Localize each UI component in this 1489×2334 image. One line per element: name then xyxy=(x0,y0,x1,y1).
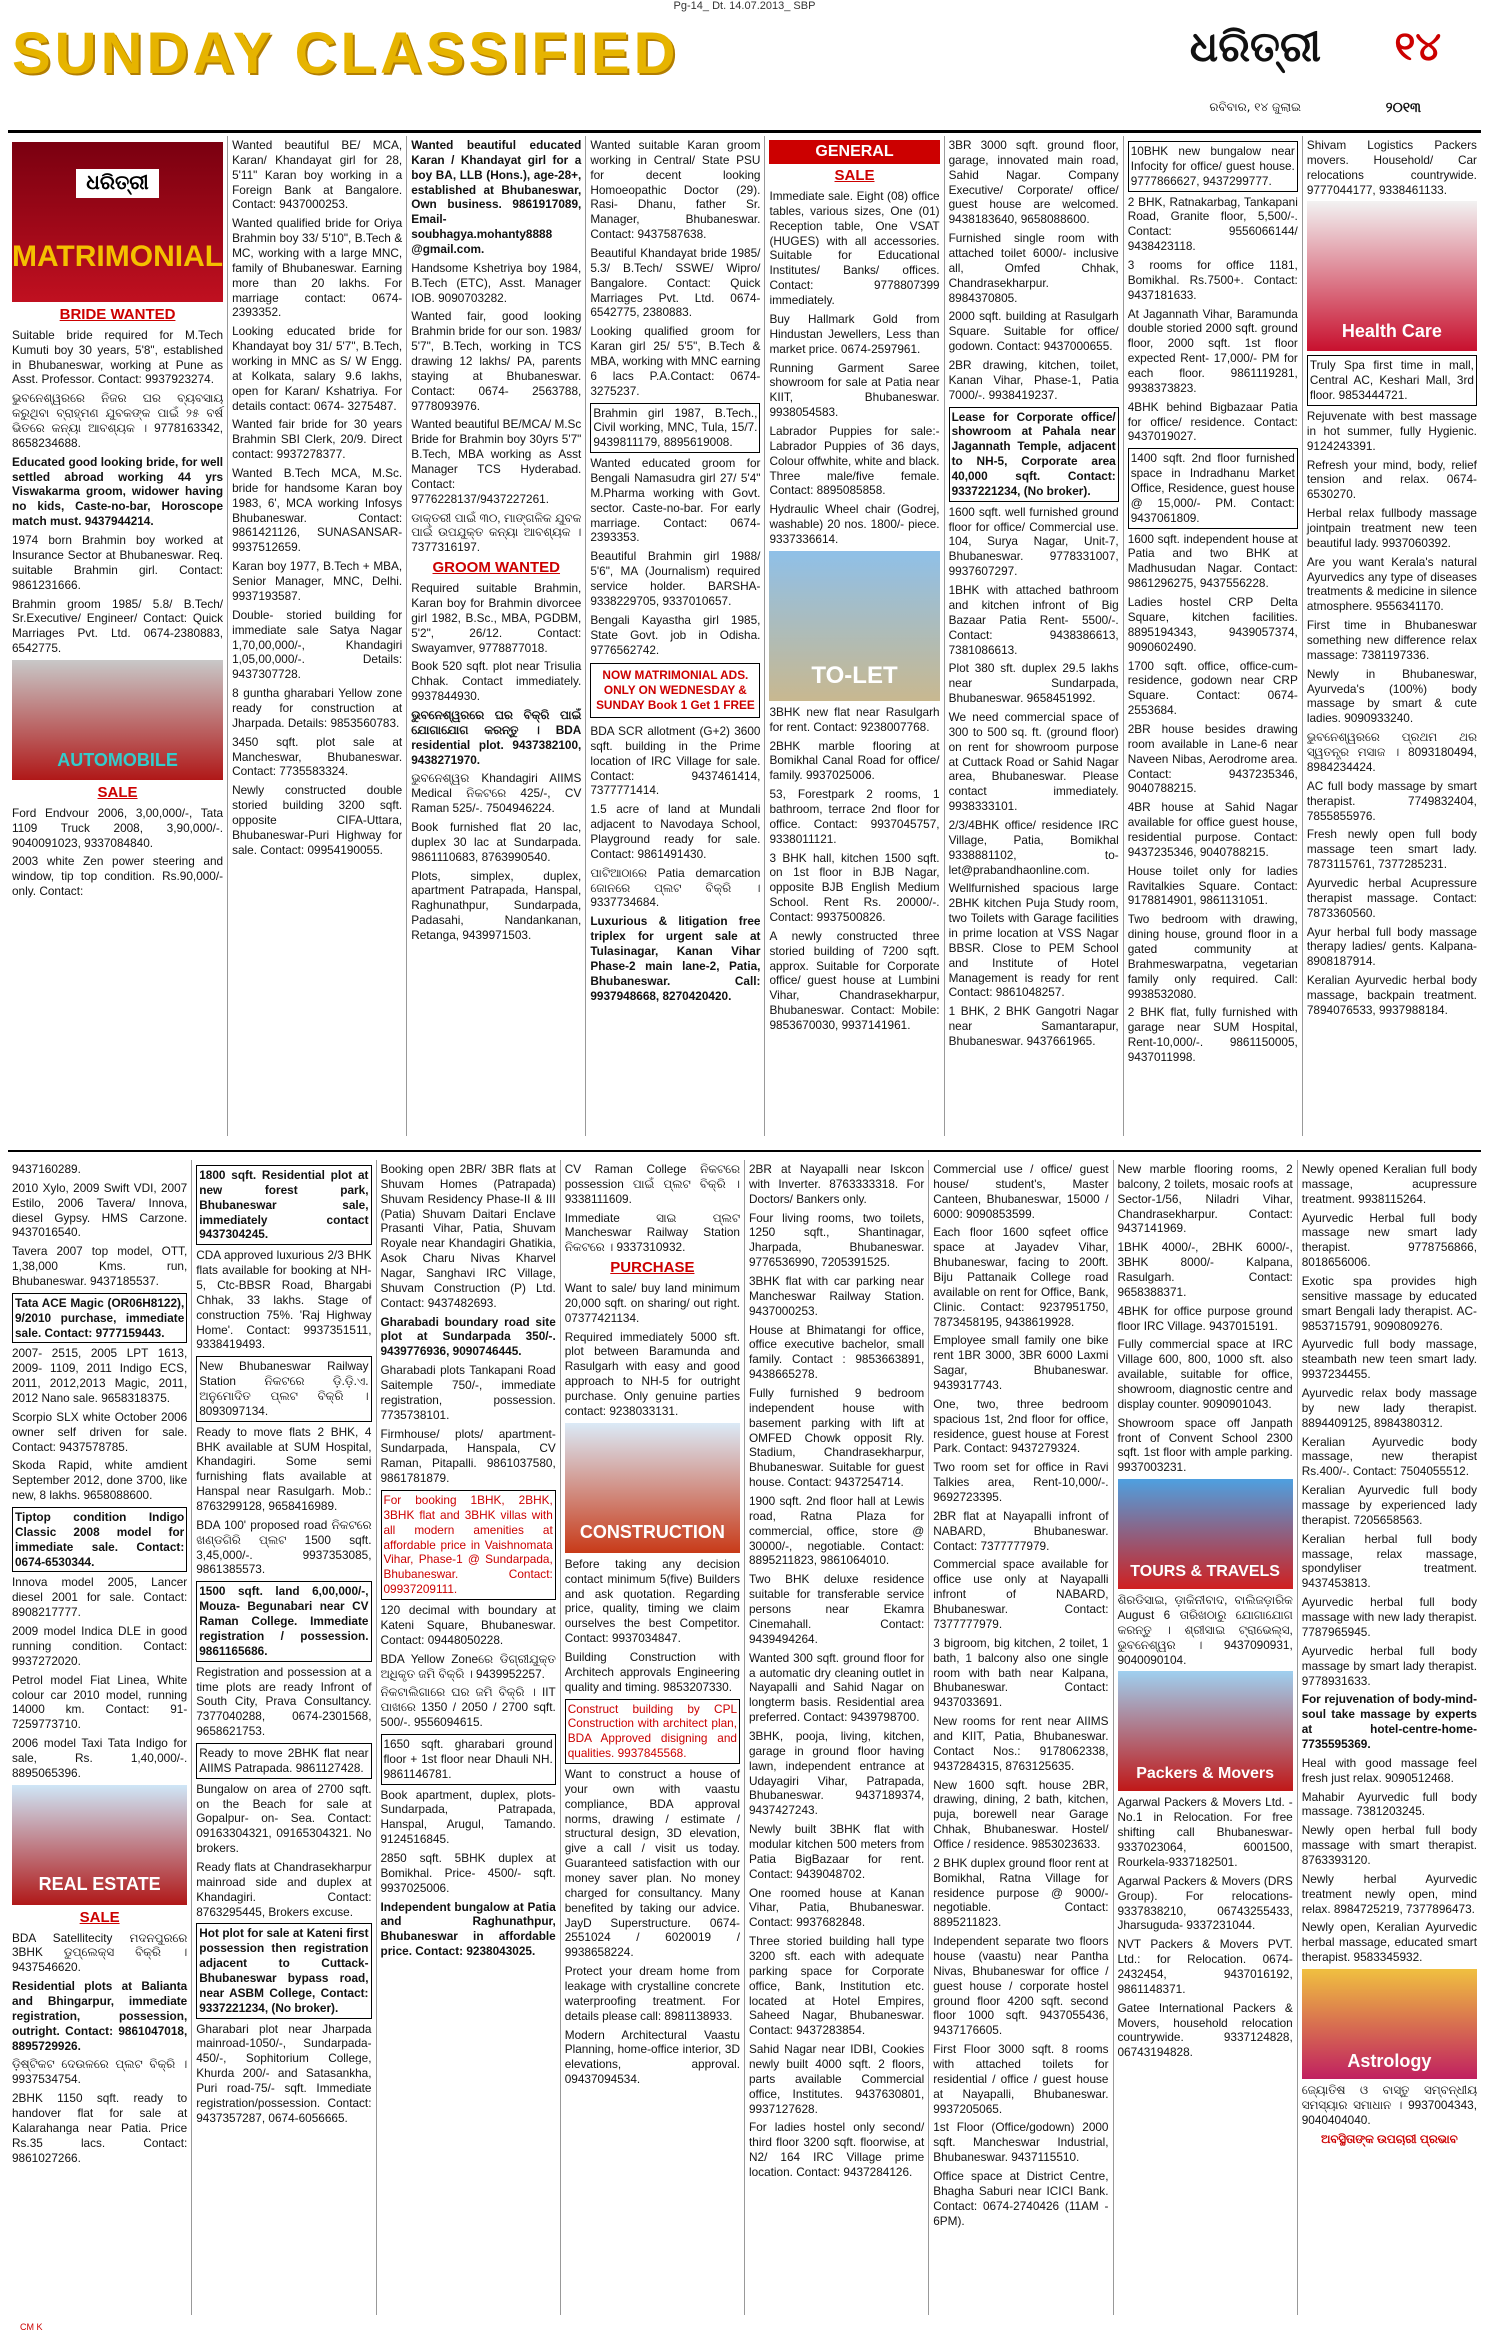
column-5 xyxy=(765,136,944,1136)
classified-ad: Newly constructed double storied building 3200 sqft. opposite CIFA-Uttara, Bhubaneswar-Puri Highway for sale. Contact: 09954190055. xyxy=(232,783,403,857)
classified-ad: Buy Hallmark Gold from Hindustan Jewellers, Less than market price. 0674-2597961. xyxy=(769,311,940,356)
column-b6 xyxy=(929,1160,1113,2315)
classified-ad: Newly open herbal full body massage with smart therapist. 8763393120. xyxy=(1301,1823,1477,1867)
classified-ad: 1974 born Brahmin boy worked at Insurance Sector at Bhubaneswar. Req. suitable Brahmin girl. Contact: 9861231666. xyxy=(12,533,224,592)
tours-travels-image xyxy=(1118,1479,1293,1589)
classified-ad: 3 rooms for office 1181, Bomikhal. Rs.7500+. Contact: 9437181633. xyxy=(1127,258,1298,302)
tolet-title: TO-LET xyxy=(811,661,898,689)
classified-ad: Ayurvedic full body massage, steambath new teen smart lady. 9937234455. xyxy=(1301,1337,1477,1382)
divider xyxy=(8,130,1481,133)
construction-image xyxy=(565,1423,740,1553)
classified-ad: Residential plots at Balianta and Bhingarpur, immediate registration, possession, outright. Contact: 9861047018, 8895729926. xyxy=(12,1979,188,2053)
classified-ad: Are you want Kerala's natural Ayurvedics any type of diseases treatments & medicine in silence atmosphere. 9556341170. xyxy=(1306,554,1477,614)
classified-ad: 2BHK marble flooring at Bomikhal Canal Road for office/ family. 9937025006. xyxy=(769,738,940,783)
classified-ad: We need commercial space of 300 to 500 sq. ft. (ground floor) on rent for showroom purpose at Cuttack Road or Sahid Nagar area, Bhubaneswar. Please contact immediately. 9938333101. xyxy=(948,709,1119,814)
classified-ad: ଭୁବନେଶ୍ୱର Khandagiri AIIMS Medical ନିକଟରେ 425/-, CV Raman 525/-. 7504946224. xyxy=(411,771,582,816)
classified-ad: Shivam Logistics Packers movers. Household/ Car relocations countrywide. 9777044177, 9338461133. xyxy=(1306,138,1477,197)
classified-ad: Refresh your mind, body, relief tension and relax. 0674-6530270. xyxy=(1306,457,1477,502)
classified-ad: BDA 100' proposed road ନିକଟରେ ଖଣ୍ଡଗିରି ପ୍ଲଟ 1500 sqft. 3,45,000/-. 9937353085, 9861385573. xyxy=(196,1517,372,1577)
classified-ad: Ready to move flats 2 BHK, 4 BHK available at SUM Hospital, Khandagiri. Some semi furnishing flats available at Hanspal near Rasulgarh. Mob.: 8763299128, 9658416989. xyxy=(196,1424,372,1514)
classified-ad: Brahmin girl 1987, B.Tech., Civil working, MNC, Tula, 15/7. 9439811179, 8895619008. xyxy=(590,403,760,454)
classified-ad: 1500 sqft. land 6,00,000/-, Mouza- Begunabari near CV Raman College. Immediate registration / possession. 9861165686. xyxy=(196,1581,371,1661)
classified-ad: Showroom space off Janpath front of Convent School 2300 sqft. 1st floor with ample parking. 9937003231. xyxy=(1117,1415,1293,1475)
classified-ad: Bungalow on area of 2700 sqft. on the Beach for sale at Gopalpur- on- Sea. Contact: 09163304321, 09165304321. No brokers. xyxy=(196,1781,372,1856)
sale-heading-2: SALE xyxy=(79,1908,120,1926)
classified-ad: Tiptop condition Indigo Classic 2008 model for immediate sale. Contact: 0674-6530344. xyxy=(12,1507,187,1572)
column-b3 xyxy=(377,1160,561,2315)
classified-ad: 2BR house besides drawing room available in Lane-6 near Naveen Nibas, Aerodrome area. Contact: 9437235346, 9040788215. xyxy=(1127,721,1298,796)
classified-ad: Booking open 2BR/ 3BR flats at Shuvam Homes (Patrapada) Shuvam Residency Phase-II & III (Patia) Shuvam Daitari Enclave Prasanti Vihar, Patia, Shuvam Royale near Khandagiri Ghatikia, Asok Charu Nivas Kharvel Nagar, Sanghavi IRC Village, Shuvam Construction (P) Ltd. Contact: 9437482693. xyxy=(380,1162,556,1310)
real-estate-title: REAL ESTATE xyxy=(38,1874,161,1895)
classified-ad: One roomed house at Kanan Vihar, Patia, Bhubaneswar. Contact: 9937682848. xyxy=(749,1885,925,1930)
classified-ad: 2/3/4BHK office/ residence IRC Village, Patia, Bomikhal 9338881102, to-let@prabandhaonline.com. xyxy=(948,817,1119,877)
classified-ad: Hydraulic Wheel chair (Godrej, washable) 20 nos. 1800/- piece. 9337336614. xyxy=(769,502,940,546)
classified-ad: Beautiful Brahmin girl 1988/ 5'6", MA (Journalism) required service holder. BARSHA- 9338229705, 9337010657. xyxy=(590,549,761,608)
classified-ad: House at Bhimatangi for office, office executive bachelor, small family. Contact : 9853663891, 9438665278. xyxy=(749,1322,925,1382)
classified-ad: Ayurvedic herbal Acupressure therapist massage. Contact: 7873360560. xyxy=(1306,875,1477,920)
classified-ad: Keralian Ayurvedic body massage, new therapist Rs.400/-. Contact: 7504055512. xyxy=(1301,1434,1477,1479)
classified-ad: Keralian Ayurvedic full body massage by experienced lady therapist. 7205658563. xyxy=(1301,1483,1477,1527)
classified-ad: 3BHK new flat near Rasulgarh for rent. Contact: 9238007768. xyxy=(769,704,940,734)
classified-ad: 9437160289. xyxy=(12,1162,81,1176)
classified-ad: Wanted B.Tech MCA, M.Sc. bride for handsome Karan boy 1983, 6', MCA working Infosys Bhubaneswar. Contact: 9861421126, SUNASANSAR-9937512659. xyxy=(232,466,403,555)
classified-ad: Wanted qualified bride for Oriya Brahmin boy 33/ 5'10", B.Tech & MC, working with a large MNC, family of Bhubaneswar. Earning more than 20 lakhs. For marriage contact: 0674-2393352. xyxy=(232,216,403,320)
classified-ad: Skoda Rapid, white amdient September 2012, done 3700, like new, 8 lakhs. 9658088600. xyxy=(12,1458,188,1503)
column-4 xyxy=(586,136,765,1136)
classified-ad: Agarwal Packers & Movers Ltd. - No.1 in Relocation. For free shifting call Bhubaneswar- 9337023064, 6001500, Rourkela-9337182501. xyxy=(1117,1795,1293,1869)
classified-ad: 2 BHK duplex ground floor rent at Bomikhal, Ratna Village for residence purpose @ 9000/- negotiable. Contact: 8895211823. xyxy=(933,1855,1109,1930)
classified-ad: Lease for Corporate office/ showroom at Pahala near Jagannath Temple, adjacent to NH-5, Corporate area 40,000 sqft. Contact: 9337221234, (No broker). xyxy=(949,407,1119,502)
classified-ad: 1BHK 4000/-, 2BHK 6000/-, 3BHK 8000/- Kalpana, Rasulgarh. Contact: 9658388371. xyxy=(1117,1240,1293,1299)
classified-ad: Herbal relax fullbody massage jointpain treatment new teen beautiful lady. 9937060392. xyxy=(1306,506,1477,550)
classified-ad: 4BHK for office purpose ground floor IRC Village. 9437015191. xyxy=(1117,1303,1293,1333)
classified-ad: Beautiful Khandayat bride 1985/ 5.3/ B.Tech/ SSWE/ Wipro/ Bangalore. Contact: Quick Marriages Pvt. Ltd. 0674-6542775, 2380883. xyxy=(590,246,761,320)
classified-ad: Plots, simplex, duplex, apartment Patrapada, Hanspal, Raghunathpur, Sundarpada, Padasahi, Nandankanan, Retanga, 9439971503. xyxy=(411,868,582,942)
astrology-title: Astrology xyxy=(1347,2051,1432,2072)
classified-ad: Immediate sale. Eight (08) office tables, various sizes, One (01) Reception table, One VSAT (HUGES) with all accessories. Suitable for Educational Institutes/ Banks/ offices. Contact: 9778807399 immediately. xyxy=(769,189,940,308)
classified-ad: Mahabir Ayurvedic full body massage. 7381203245. xyxy=(1301,1789,1477,1819)
classified-ad: New marble flooring rooms, 2 balcony, 2 toilets, mosaic roofs at Sector-1/56, Niladri Vihar, Chandrasekharpur. Contact: 9437141969. xyxy=(1117,1162,1293,1236)
classified-ad: Truly Spa first time in mall, Central AC, Keshari Mall, 3rd floor. 9853444721. xyxy=(1307,355,1477,406)
classified-ad: Employee small family one bike rent 1BR 3000, 3BR 6000 Laxmi Sagar, Bhubaneswar. 9439317743. xyxy=(933,1333,1109,1393)
classified-ad: First Floor 3000 sqft. 8 rooms with attached toilets for residential / office / guest house at Nayapalli, Bhubaneswar. 9937205065. xyxy=(933,2042,1109,2116)
classified-ad: Wanted beautiful educated Karan / Khandayat girl for a boy BA, LLB (Hons.), age-28+, established at Bhubaneswar, Own business. 9861917089, Email-soubhagya.mohanty8888 @gmail.com. xyxy=(411,138,582,257)
classified-ad: Newly in Bhubaneswar, Ayurveda's (100%) body massage by smart & cute ladies. 9090933240. xyxy=(1306,666,1477,726)
classified-ad: Office space at District Centre, Bhagha Saburi near ICICI Bank. Contact: 0674-2740426 (11AM - 6PM). xyxy=(933,2169,1109,2228)
column-b4 xyxy=(561,1160,745,2315)
classified-ad: Registration and possession at a time plots are ready Infront of South City, Prava Consultancy. 7377040288, 0674-2301568, 9658621753. xyxy=(196,1664,372,1739)
classified-ad: Suitable bride required for M.Tech Kumuti boy 30 years, 5'8", established in Bhubaneswar, working at Pune as Asst. Professor. Contact: 9937923274. xyxy=(12,327,224,387)
classified-ad: Ready to move 2BHK flat near AIIMS Patrapada. 9861127428. xyxy=(196,1743,371,1779)
masthead xyxy=(8,14,1481,124)
classified-ad: Building Construction with Architech approvals Engineering quality and timing. 9853207330. xyxy=(564,1649,740,1694)
classified-ad: 1600 sqft. well furnished ground floor for office/ Commercial use. 104, Surya Nagar, Unit-7, Bhubaneswar. 9778331007, 9937607297. xyxy=(948,504,1119,579)
classified-ad: For ladies hostel only second/ third floor 3200 sqft. floorwise, at N2/ 164 IRC Village prime location. Contact: 9437284126. xyxy=(749,2120,925,2179)
classified-ad: Before taking any decision contact minimum 5(five) Builders and ask quotation. Regarding price, quality, timing we claim ourselves the best Competitor. Contact: 9937034847. xyxy=(564,1556,740,1646)
classified-ad: Newly opened Keralian full body massage, acupressure treatment. 9938115264. xyxy=(1301,1162,1477,1206)
classified-ad: At Jagannath Vihar, Baramunda double storied 2000 sqft. ground floor, 2000 sqft. 1st floor expected Rent- 17,000/- PM for each floor. 9861119281, 9938373823. xyxy=(1127,306,1298,395)
matrimonial-image xyxy=(12,142,223,302)
classified-ad: 4BHK behind Bigbazaar Patia for office/ residence. Contact: 9437019027. xyxy=(1127,399,1298,444)
classified-ad: Firmhouse/ plots/ apartment-Sundarpada, Hanspala, CV Raman, Pitapalli. 9861037580, 9861781879. xyxy=(380,1426,556,1486)
classified-ad: Ford Endvour 2006, 3,00,000/-, Tata 1109 Truck 2008, 3,90,000/-. 9040091023, 9337084840. xyxy=(12,805,224,850)
automobile-image xyxy=(12,660,223,780)
classified-ad: 3 BHK hall, kitchen 1500 sqft. on 1st floor in BJB Nagar, opposite BJB English Medium School. Rent Rs. 20000/-. Contact: 9937500826. xyxy=(769,850,940,924)
classified-ad: ଭୁବନେଶ୍ୱରରେ ପ୍ରଥମ ଥର ସ୍ୱତନ୍ତ୍ର ମସାଜ । 8093180494, 8984234424. xyxy=(1306,730,1477,774)
classified-ad: 2BR flat at Nayapalli infront of NABARD, Bhubaneswar. Contact: 7377777979. xyxy=(933,1508,1109,1553)
classified-ad: For booking 1BHK, 2BHK, 3BHK flat and 3BHK villas with all modern amenities at affordable price in Vaishnomata Vihar, Phase-1 @ Sundarpada, Bhubaneswar. Contact: 09937209111. xyxy=(381,1490,556,1600)
classified-ad: 2BR drawing, kitchen, toilet, Kanan Vihar, Phase-1, Patia 7000/-. 9938419237. xyxy=(948,358,1119,402)
classified-ad: Fresh newly open full body massage teen smart lady. 7873115761, 7377285231. xyxy=(1306,827,1477,872)
classified-ad: Tata ACE Magic (OR06H8122), 9/2010 purchase, immediate sale. Contact: 9777159443. xyxy=(12,1293,187,1344)
classified-ad: Independent separate two floors house (vaastu) near Pantha Nivas, Bhubaneswar for office / guest house / corporate hostel ground floor 4200 sqft. second floor 1000 sqft. 9437055436, 9437176605. xyxy=(933,1934,1109,2038)
health-care-image xyxy=(1307,201,1477,351)
classified-ad: First time in Bhubaneswar something new difference relax massage: 7381197336. xyxy=(1306,618,1477,662)
general-sale-heading: SALE xyxy=(834,167,875,185)
classified-ad: Looking qualified groom for Karan girl 25/ 5'5", B.Tech & MBA, working with MNC earning 6 lacs P.A.Contact: 0674- 3275237. xyxy=(590,324,761,398)
classified-ad: CV Raman College ନିକଟରେ possession ପାଇଁ ପ୍ଲଟ ବିକ୍ରି । 9338111609. xyxy=(564,1162,740,1206)
classified-ad: House toilet only for ladies Ravitalkies Square. Contact: 9178814901, 9861131051. xyxy=(1127,863,1298,908)
classified-ad: 2007- 2515, 2005 LPT 1613, 2009- 1109, 2011 Indigo ECS, 2011, 2012,2013 Magic, 2011, 2012 Nano sale. 9658318375. xyxy=(12,1346,188,1406)
classified-ad: Protect your dream home from leakage with crystalline concrete waterproofing treatment. For details please call: 8981138933. xyxy=(564,1964,740,2023)
classified-ad: 2003 white Zen power steering and window, tip top condition. Rs.90,000/- only. Contact: xyxy=(12,854,224,899)
classified-ad: Three storied building hall type 3200 sft. each with adequate parking space for Corporate office, Bank, Institution etc. located at Hotel Empires, Saheed Nagar, Bhubaneswar. Contact: 9437283854. xyxy=(749,1934,925,2038)
classified-ad: Scorpio SLX white October 2006 owner self driven for sale. Contact: 9437578785. xyxy=(12,1409,188,1454)
construction-title: CONSTRUCTION xyxy=(579,1522,725,1543)
classified-ad: ଶିରଡିସାଇ, ଡ଼ାକିନୀବାଦ, ବାଲିଜଡ଼ାରିକ August 6 ତାରିଖଠାରୁ ଯୋଗାଯୋଗ କରନ୍ତୁ । ଶ୍ରୀସାଇ ଟ୍ରାଭେଲ୍ସ, ଭୁବନେଶ୍ୱର । 9437090931, 9040090104. xyxy=(1117,1593,1293,1667)
classified-ad: 1BHK with attached bathroom and kitchen infront of Big Bazaar Patia Rent- 5500/-. Contact: 9438386613, 7381086613. xyxy=(948,583,1119,657)
classified-ad: Heal with good massage feel fresh just relax. 9090512468. xyxy=(1301,1755,1477,1785)
classified-ad: Wellfurnished spacious large 2BHK kitchen Puja Study room, two Toilets with Garage facilities in prime location at VSS Nagar BBSR. Close to PEM School and Institute of Hotel Management is ready for rent Contact: 9861048257. xyxy=(948,881,1119,1000)
classified-ad: Book apartment, duplex, plots-Sundarpada, Patrapada, Hanspal, Arugul, Tamando. 9124516845. xyxy=(380,1787,556,1847)
classified-ad: Karan boy 1977, B.Tech + MBA, Senior Manager, MNC, Delhi. 9937193587. xyxy=(232,559,403,603)
classified-ad: ଜ୍ୟୋତିଷ ଓ ବାସ୍ତୁ ସମ୍ବନ୍ଧୀୟ ସମସ୍ୟାର ସମାଧାନ । 9937004343, 9040404040. xyxy=(1301,2082,1477,2127)
classified-ad: 1650 sqft. gharabari ground floor + 1st floor near Dhauli NH. 9861146781. xyxy=(381,1734,556,1785)
classified-ad: Immediate ସାଇ ପ୍ଲଟ Mancheswar Railway Station ନିକଟରେ । 9337310932. xyxy=(564,1210,740,1255)
classified-ad: Four living rooms, two toilets, 1250 sqft., Shantinagar, Jharpada, Bhubaneswar. 9776536990, 7205391525. xyxy=(749,1210,925,1270)
classified-ad: Each floor 1600 sqfeet office space at Jayadev Vihar, Bhubaneswar, facing to 200ft. Biju Pattanaik College road available on rent for Office, Bank, Clinic. Contact: 9237951750, 7873458195, 9438619928. xyxy=(933,1225,1109,1329)
classified-ad: 1600 sqft. independent house at Patia and two BHK at Madhusudan Nagar. Contact: 9861296275, 9437556228. xyxy=(1127,531,1298,591)
classified-ad: 53, Forestpark 2 rooms, 1 bathroom, terrace 2nd floor for office. Contact: 9937045757, 9338011121. xyxy=(769,787,940,846)
classified-ad: BDA Satellitecity ମଦନପୁରରେ 3BHK ଡୁପ୍ଲେକ୍ସ ବିକ୍ରି । 9437546620. xyxy=(12,1930,188,1975)
packers-movers-title: Packers & Movers xyxy=(1136,1764,1275,1782)
issue-year: ୨୦୧୩ xyxy=(1385,100,1421,116)
classified-ad: Modern Architectural Vaastu Planning, home-office interior, 3D elevations, approval. 09437094534. xyxy=(564,2027,740,2087)
classified-ad: ଡ଼ିଷ୍ଟିକଟ ଦେଉଳରେ ପ୍ଲଟ ବିକ୍ରି । 9937534754. xyxy=(12,2057,188,2087)
classified-ad: Tavera 2007 top model, OTT, 1,38,000 Kms. run, Bhubaneswar. 9437185537. xyxy=(12,1244,188,1289)
bottom-section xyxy=(8,1160,1481,2315)
classified-ad: BDA SCR allotment (G+2) 3600 sqft. building in the Prime location of IRC Village for sale. Contact: 9437461414, 7377771414. xyxy=(590,723,761,798)
classified-ad: ଡାକ୍ତରୀ ପାଇଁ ୩୦, ମାଙ୍ଗଳିକ ଯୁବକ ପାଇଁ ଉପଯୁକ୍ତ କନ୍ୟା ଆବଶ୍ୟକ । 7377316197. xyxy=(411,510,582,555)
classified-ad: Two bedroom with drawing, dining house, ground floor in a gated community at Brahmeswarpatna, vegetarian family only required. Call: 9938532080. xyxy=(1127,912,1298,1001)
classified-ad: Wanted suitable Karan groom working in Central/ State PSU for decent looking Homoeopathic Doctor (29). Rasi- Dhanu, father Sr. Manager, Bhubaneswar. Contact: 9437587638. xyxy=(590,138,761,242)
classified-ad: 1800 sqft. Residential plot at new forest park, Bhubaneswar sale, immediately contact 9437304245. xyxy=(196,1165,371,1245)
classified-ad: AC full body massage by smart therapist. 7749832404, 7855855976. xyxy=(1306,778,1477,823)
classified-ad: Ayur herbal full body massage therapy ladies/ gents. Kalpana-8908187914. xyxy=(1306,924,1477,969)
classified-ad: Construct building by CPL Construction with architect plan, BDA Approved disigning and qualities. 9937845568. xyxy=(565,1699,740,1764)
classified-ad: 3BR 3000 sqft. ground floor, garage, innovated main road, Sahid Nagar. Company Executive/ Corporate/ office/ guest house are welcomed. 9438183640, 9658088600. xyxy=(948,138,1119,227)
classified-ad: Book furnished flat 20 lac, duplex 30 lac at Sundarpada. 9861110683, 8763990540. xyxy=(411,819,582,864)
classified-ad: Two room set for office in Ravi Talkies area, Rent-10,000/-. 9692723395. xyxy=(933,1460,1109,1505)
classified-ad: Required suitable Brahmin, Karan boy for Brahmin divorcee girl 1982, B.Sc., MBA, PGDBM, 5'2", 26/12. Contact: Swayamver, 9778877018. xyxy=(411,581,582,655)
classified-ad: 1400 sqft. 2nd floor furnished space in Indradhanu Market Office, Residence, guest house @ 15,000/- PM. Contact: 9437061809. xyxy=(1128,448,1298,528)
classified-ad: Want to sale/ buy land minimum 20,000 sqft. on sharing/ out right. 07377421134. xyxy=(564,1281,740,1325)
classified-ad: One, two, three bedroom spacious 1st, 2nd floor for office, residence, guest house at Forest Park. Contact: 9437279324. xyxy=(933,1396,1109,1456)
classified-ad: 3BHK, pooja, living, kitchen, garage in ground floor having lawn, independent entrance at Udayagiri Vihar, Patrapada, Bhubaneswar. 9437189374, 9437427243. xyxy=(749,1728,925,1818)
classified-ad: New Bhubaneswar Railway Station ନିକଟରେ ଡ଼ି.ଡ଼ି.ଏ. ଅନୁମୋଦିତ ପ୍ଲଟ ବିକ୍ରି । 8093097134. xyxy=(196,1356,371,1421)
classified-ad: Handsome Kshetriya boy 1984, B.Tech (ETC), Asst. Manager IOB. 9090703282. xyxy=(411,260,582,305)
newspaper-logo: ଧରିତ୍ରୀ xyxy=(1189,22,1321,71)
top-section xyxy=(8,136,1481,1136)
sale-heading: SALE xyxy=(97,783,138,801)
classified-ad: Brahmin groom 1985/ 5.8/ B.Tech/ Sr.Executive/ Engineer/ Contact: Quick Marriages Pvt. Ltd. 0674-2380883, 6542775. xyxy=(12,596,224,656)
column-b1 xyxy=(8,1160,192,2315)
classified-ad: Wanted beautiful BE/ MCA, Karan/ Khandayat girl for 28, 5'11" Karan boy working in a Foreign Bank at Bangalore. Contact: 9437000253. xyxy=(232,138,403,212)
classified-ad: Ayurvedic relax body massage by new lady therapist. 8894409125, 8984380312. xyxy=(1301,1386,1477,1430)
classified-ad: BDA Yellow Zoneରେ ଡିଗ୍ରୀଯୁକ୍ତ ଅଧିକୃତ ଜମି ବିକ୍ରି । 9439952257. xyxy=(380,1651,556,1681)
classified-ad: 2BR at Nayapalli near Iskcon with Inverter. 8763333318. For Doctors/ Bankers only. xyxy=(749,1162,925,1206)
classified-ad: Commercial use / office/ guest house/ student's, Master Canteen, Bhubaneswar, 15000 / 6000: 9090853599. xyxy=(933,1162,1109,1221)
classified-ad: 3BHK flat with car parking near Mancheswar Railway Station. 9437000253. xyxy=(749,1274,925,1318)
column-6 xyxy=(945,136,1124,1136)
classified-ad: 1st Floor (Office/godown) 2000 sqft. Mancheswar Industrial, Bhubaneswar. 9437115510. xyxy=(933,2120,1109,2165)
health-care-title: Health Care xyxy=(1341,321,1442,342)
classified-ad: 1900 sqft. 2nd floor hall at Lewis road, Ratna Plaza for commercial, office, store @ 30000/-, negotiable. Contact: 8895211823, 9861064010. xyxy=(749,1494,925,1568)
classified-ad: Required immediately 5000 sft. plot between Baramunda and Rasulgarh with easy and good approach to NH-5 for outright purchase. Only genuine parties contact: 9238033131. xyxy=(564,1329,740,1418)
classified-ad: Keralian herbal full body massage, relax massage, spondyliser treatment. 9437453813. xyxy=(1301,1531,1477,1591)
classified-ad: Wanted fair bride for 30 years Brahmin SBI Clerk, 20/9. Direct contact: 9937278377. xyxy=(232,417,403,462)
classified-ad: CDA approved luxurious 2/3 BHK flats available for booking at NH-5, Ctc-BBSR Road, Bhargabi Chhak, 33 lakhs. Stage of construction 75%. 'Raj Highway Home'. Contact: 9937351511, 9338419493. xyxy=(196,1248,372,1352)
classified-ad: Ayurvedic herbal full body massage with new lady therapist. 7787965945. xyxy=(1301,1595,1477,1639)
classified-ad: Gatee International Packers & Movers, household relocation countrywide. 9337124828, 06743194828. xyxy=(1117,2000,1293,2060)
astrology-image xyxy=(1302,1969,1477,2079)
tolet-image xyxy=(769,551,939,701)
classified-ad: 2 BHK, Ratnakarbag, Tankapani Road, Granite floor, 5,500/-. Contact: 9556066144/ 9438423118. xyxy=(1127,194,1298,254)
classified-ad: 2850 sqft. 5BHK duplex at Bomikhal. Price- 4500/- sqft. 9937025006. xyxy=(380,1850,556,1895)
classified-ad: New 1600 sqft. house 2BR, drawing, dining, 2 bath, kitchen, puja, borewell near Garage Chhak, Bhubaneswar. Hostel/ Office / residence. 9853023633. xyxy=(933,1777,1109,1851)
general-heading: GENERAL xyxy=(769,140,939,164)
classified-ad: Ayurvedic herbal full body massage by smart lady therapist. 9778931633. xyxy=(1301,1643,1477,1688)
classified-ad: Educated good looking bride, for well settled abroad working 44 yrs Viswakarma groom, widower having no kids, Caste-no-bar, Horoscope match must. 9437944214. xyxy=(12,454,224,529)
classified-ad: Running Garment Saree showroom for sale at Patia near KIIT, Bhubaneswar. 9938054583. xyxy=(769,360,940,420)
classified-ad: 1 BHK, 2 BHK Gangotri Nagar near Samantarapur, Bhubaneswar. 9437661965. xyxy=(948,1004,1119,1048)
print-marks: CM K xyxy=(20,2322,43,2332)
classified-ad: Two BHK deluxe residence suitable for transferable service persons near Ekamra Cinemahall. Contact: 9439494264. xyxy=(749,1572,925,1646)
classified-ad: 2010 Xylo, 2009 Swift VDI, 2007 Estilo, 2006 Tavera/ Innova, diesel Gypsy. HMS Carzone. 9437016540. xyxy=(12,1180,188,1240)
classified-ad: Labrador Puppies for sale:- Labrador Puppies of 36 days, Colour offwhite, white and black. Three male/five female. Contact: 8895085858. xyxy=(769,423,940,498)
purchase-heading: PURCHASE xyxy=(610,1259,695,1277)
column-b7 xyxy=(1114,1160,1298,2315)
classified-ad: Fully furnished 9 bedroom independent house with basement parking with lift at OMFED Chowk opposit Rly. Stadium, Chandrasekharpur, Bhubaneswar. Suitable for guest house. Contact: 9437254714. xyxy=(749,1386,925,1490)
issue-date: ରବିବାର, ୧୪ ଜୁଲାଇ xyxy=(1209,100,1301,114)
classified-ad: Double- storied building for immediate sale Satya Nagar 1,70,00,000/-, Khandagiri 1,05,00,000/-. Details: 9437307728. xyxy=(232,607,403,682)
masthead-title: SUNDAY CLASSIFIED xyxy=(12,21,680,86)
classified-ad: Wanted 300 sqft. ground floor for a automatic dry cleaning outlet in Nayapalli and Sahid Nagar on longterm basis. Residential area preferred. Contact: 9439798700. xyxy=(749,1650,925,1725)
groom-wanted-heading: GROOM WANTED xyxy=(432,559,561,577)
column-7 xyxy=(1124,136,1303,1136)
classified-ad: New rooms for rent near AIIMS and KIIT, Patia, Bhubaneswar. Contact Nos.: 9178062338, 9437284315, 8763125635. xyxy=(933,1714,1109,1773)
classified-ad: Gharabari plot near Jharpada mainroad-1050/-, Sundarpada-450/-, Sophitorium College, Khurda 200/- and Satasankha, Puri road-75/- sqft. Immediate registration/possession. Contact: 9437357287, 0674-6056665. xyxy=(196,2021,372,2125)
classified-ad: Gharabadi boundary road site plot at Sundarpada 350/-. 9439776936, 9090746445. xyxy=(380,1314,556,1359)
classified-ad: 3450 sqft. plot sale at Mancheswar, Bhubaneswar. Contact: 7735583324. xyxy=(232,734,403,779)
page-number: ୧୪ xyxy=(1394,24,1441,70)
classified-ad: Fully commercial space at IRC Village 600, 800, 1000 sft. also available, suitable for office, showroom, diagnostic centre and display counter. 9090901043. xyxy=(1117,1337,1293,1411)
classified-ad: Newly built 3BHK flat with modular kitchen 500 meters from Patia BigBazaar for rent. Contact: 9439048702. xyxy=(749,1822,925,1881)
classified-ad: Rejuvenate with best massage in hot summer, fully Hygienic. 9124243391. xyxy=(1306,409,1477,453)
classified-ad: Hot plot for sale at Kateni first possession then registration adjacent to Cuttack- Bhubaneswar bypass road, near ASBM College, Contact: 9337221234, (No broker). xyxy=(196,1923,371,2018)
classified-ad: Keralian Ayurvedic herbal body massage, backpain treatment. 7894076533, 9937988184. xyxy=(1306,973,1477,1017)
tours-travels-title: TOURS & TRAVELS xyxy=(1130,1562,1280,1580)
classified-ad: 1700 sqft. office, office-cum-residence, godown near CRP Square. Contact: 0674-2553684. xyxy=(1127,658,1298,718)
classified-ad: 2BHK 1150 sqft. ready to handover flat for sale at Kalarahanga near Patia. Price Rs.35 lacs. Contact: 9861027266. xyxy=(12,2091,188,2165)
classified-ad: 8 guntha gharabari Yellow zone ready for construction at Jharpada. Details: 9853560783. xyxy=(232,686,403,730)
classified-ad: Agarwal Packers & Movers (DRS Group). For relocations- 9337838210, 06743255433, Jharsuguda- 9337231044. xyxy=(1117,1873,1293,1933)
classified-ad: ଭୁବନେଶ୍ୱରରେ ନିଜର ଘର ବ୍ୟବସାୟ କରୁଥିବା ବ୍ରାହ୍ମଣ ଯୁବକଙ୍କ ପାଇଁ ୨୫ ବର୍ଷ ଭିତରେ କନ୍ୟା ଆବଶ୍ୟକ । 9778163342, 8658234688. xyxy=(12,391,224,450)
classified-ad: Gharabadi plots Tankapani Road Saitemple 750/-, immediate registration, possession. 7735738101. xyxy=(380,1363,556,1422)
classified-ad: Commercial space available for office use only at Nayapalli infront of NABARD, Bhubaneswar. Contact: 7377777979. xyxy=(933,1557,1109,1631)
column-b5 xyxy=(745,1160,929,2315)
classified-ad: A newly constructed three storied building of 7200 sqft. approx. Suitable for Corporate office/ guest house at Lumbini Vihar, Chandrasekharpur, Bhubaneswar. Contact: Mobile: 9853670030, 9937141961. xyxy=(769,928,940,1032)
classified-ad: 2009 model Indica DLE in good running condition. Contact: 9937272020. xyxy=(12,1624,188,1668)
classified-ad: ନିକଟାଲିଗାରେ ଘର ଜମି ବିକ୍ରି । IIT ପାଖରେ 1350 / 2050 / 2700 sqft. 500/-. 9556094615. xyxy=(380,1685,556,1730)
classified-ad: Exotic spa provides high sensitive massage by educated smart Bengali lady therapist. AC- 9853715791, 9090809276. xyxy=(1301,1274,1477,1333)
classified-ad: 2000 sqft. building at Rasulgarh Square. Suitable for office/ godown. Contact: 9437000655. xyxy=(948,309,1119,354)
classified-ad: 1.5 acre of land at Mundali adjacent to Navodaya School, Playground ready for sale. Contact: 9861491430. xyxy=(590,802,761,861)
column-b2 xyxy=(192,1160,376,2315)
classified-ad: Ayurvedic Herbal full body massage new smart lady therapist. 9778756866, 8018656006. xyxy=(1301,1210,1477,1270)
classified-ad: 3 bigroom, big kitchen, 2 toilet, 1 bath, 1 balcony also one single room with bath near Kalpana, Bhubaneswar. Contact: 9437033691. xyxy=(933,1635,1109,1710)
classified-ad: 4BR house at Sahid Nagar available for office guest house, residential purpose. Contact: 9437235346, 9040788215. xyxy=(1127,800,1298,859)
packers-movers-image xyxy=(1118,1671,1293,1791)
column-b8 xyxy=(1298,1160,1481,2315)
classified-ad: ପାଟିଆଠାରେ Patia demarcation ଜୋନରେ ପ୍ଲଟ ବିକ୍ରି । 9337734684. xyxy=(590,865,761,910)
classified-ad: Wanted educated groom for Bengali Namasudra girl 27/ 5'4" M.Pharma working with Govt. sector. Caste-no-bar. For early marriage. Contact: 0674- 2393353. xyxy=(590,456,761,545)
classified-ad: Independent bungalow at Patia and Raghunathpur, Bhubaneswar in affordable price. Contact: 9238043025. xyxy=(380,1899,556,1959)
column-2 xyxy=(228,136,407,1136)
classified-ad: Ladies hostel CRP Delta Square, kitchen facilities. 8895194343, 9439057374, 9090602490. xyxy=(1127,595,1298,654)
classified-ad: Sahid Nagar near IDBI, Cookies newly built 4000 sqft. 2 floors, parts available Commercial office, Institutes. 9437630801, 9937127628. xyxy=(749,2042,925,2116)
classified-ad: 2006 model Taxi Tata Indigo for sale, Rs. 1,40,000/-. 8895065396. xyxy=(12,1736,188,1780)
matrimonial-logo: ଧରିତ୍ରୀ xyxy=(76,169,158,198)
classified-ad: Looking educated bride for Khandayat boy 31/ 5'7", B.Tech, working in MNC as S/ W Engg. at Kolkata, salary 9.6 lakhs, open for Karan/ Kshatriya. For details contact: 0674- 3275487. xyxy=(232,324,403,413)
column-3 xyxy=(407,136,586,1136)
classified-ad: Luxurious & litigation free triplex for urgent sale at Tulasinagar, Kanan Vihar Phase-2 main lane-2, Patia, Bhubaneswar. Call: 9937948668, 8270420420. xyxy=(590,914,761,1003)
classified-ad: 120 decimal with boundary at Kateni Square, Bhubaneswar. Contact: 09448050228. xyxy=(380,1603,556,1647)
classified-ad: Plot 380 sft. duplex 29.5 lakhs near Sundarpada, Bhubaneswar. 9658451992. xyxy=(948,661,1119,706)
divider xyxy=(8,1150,1481,1152)
classified-ad: Ready flats at Chandrasekharpur mainroad side and duplex at Khandagiri. Contact: 8763295445, Brokers excuse. xyxy=(196,1859,372,1919)
classified-ad: Newly open, Keralian Ayurvedic herbal massage, educated smart therapist. 9583345932. xyxy=(1301,1920,1477,1965)
column-8 xyxy=(1303,136,1481,1136)
classified-ad: 10BHK new bungalow near Infocity for office/ guest house. 9777866627, 9437299777. xyxy=(1128,141,1298,192)
column-1 xyxy=(8,136,228,1136)
classified-ad: Bengali Kayastha girl 1985, State Govt. job in Odisha. 9776562742. xyxy=(590,612,761,657)
classified-ad: 2 BHK flat, fully furnished with garage near SUM Hospital, Rent-10,000/-. 9861150005, 9437011998. xyxy=(1127,1005,1298,1064)
automobile-title: AUTOMOBILE xyxy=(57,749,178,770)
classified-ad: Book 520 sqft. plot near Trisulia Chhak. Contact immediately. 9937844930. xyxy=(411,659,582,704)
bride-wanted-heading: BRIDE WANTED xyxy=(59,306,176,323)
classified-ad: Petrol model Fiat Linea, White colour car 2010 model, running 14000 km. Contact: 91-7259773710. xyxy=(12,1672,188,1732)
page-header: Pg-14_ Dt. 14.07.2013_ SBP xyxy=(673,0,816,12)
classified-ad: For rejuvenation of body-mind-soul take massage by experts at hotel-centre-home-7735595369. xyxy=(1301,1692,1477,1751)
classified-ad: Furnished single room with attached toilet 6000/- inclusive all, Omfed Chhak, Chandrasekharpur. 8984370805. xyxy=(948,231,1119,305)
classified-ad: Innova model 2005, Lancer diesel 2001 for sale. Contact: 8908217777. xyxy=(12,1575,188,1620)
classified-ad: Want to construct a house of your own with vaastu compliance, BDA approval norms, drawing / estimate / structural design, 3D elevation, give a call / visit us today. Guaranteed satisfaction with our money saver plan. No money charged for consultancy. Many benefited by taking our advice. JayD Superstructure. 0674-2551024 / 6020019 / 9938658224. xyxy=(564,1766,740,1960)
classified-ad: Newly herbal Ayurvedic treatment newly open, mind relax. 8984725219, 7377896473. xyxy=(1301,1871,1477,1916)
classified-ad: ଭୁବନେଶ୍ୱରରେ ଘର ବିକ୍ରି ପାଇଁ ଯୋଗାଯୋଗ କରନ୍ତୁ । BDA residential plot. 9437382100, 9438271970. xyxy=(411,707,582,767)
real-estate-image xyxy=(12,1785,187,1905)
classified-ad: Wanted fair, good looking Brahmin bride for our son. 1983/ 5'7", B.Tech, working in TCS drawing 12 lakhs/ PA, parents staying at Bhubaneswar. Contact: 0674- 2563788, 9778093976. xyxy=(411,309,582,413)
classified-ad: ଅବସ୍ଥିତାଙ୍କ ଉପଚାରୀ ପ୍ରଭାବ xyxy=(1321,2131,1458,2146)
classified-ad: NVT Packers & Movers PVT. Ltd.: for Relocation. 0674-2432454, 9437016192, 9861148371. xyxy=(1117,1937,1293,1996)
matrimonial-title: MATRIMONIAL xyxy=(12,239,224,273)
classified-ad: Wanted beautiful BE/MCA/ M.Sc Bride for Brahmin boy 30yrs 5'7" B.Tech, MBA working as Asst Manager TCS Hyderabad. Contact: 9776228137/9437227261. xyxy=(411,417,582,506)
matrimonial-offer-box: NOW MATRIMONIAL ADS. ONLY ON WEDNESDAY & SUNDAY Book 1 Get 1 FREE xyxy=(590,663,760,718)
